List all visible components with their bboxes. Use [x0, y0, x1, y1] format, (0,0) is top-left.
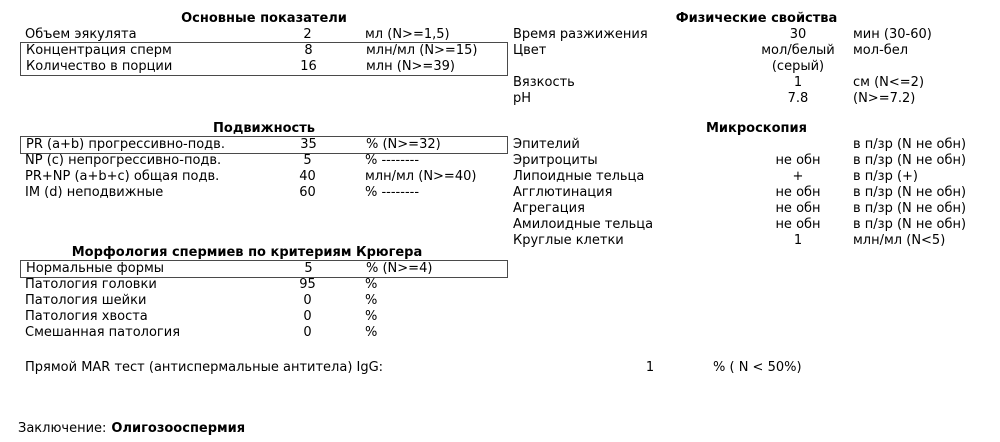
- row-unit: в п/зр (N не обн): [853, 153, 967, 168]
- table-row: [513, 59, 1000, 75]
- row-value: не обн: [775, 217, 821, 232]
- row-label: PR (a+b) прогрессивно-подв.: [26, 137, 225, 152]
- table-row: [20, 185, 508, 201]
- row-unit: в п/зр (+): [853, 169, 919, 184]
- table-row: [513, 75, 1000, 91]
- row-label: Патология шейки: [25, 293, 147, 308]
- row-label: Патология головки: [25, 277, 157, 292]
- row-unit: мл (N>=1,5): [365, 27, 450, 42]
- row-unit: %: [365, 293, 378, 308]
- row-label: Концентрация сперм: [26, 43, 172, 58]
- mar-test-value: 1: [645, 360, 655, 375]
- row-label: Цвет: [513, 43, 547, 58]
- row-unit: % (N>=32): [366, 137, 441, 152]
- table-row: [513, 201, 1000, 217]
- table-row: [21, 43, 507, 59]
- row-label: Нормальные формы: [26, 261, 165, 276]
- highlight-box: [20, 136, 508, 154]
- row-label: Количество в порции: [26, 59, 173, 74]
- table-row: [20, 277, 508, 293]
- section-morphology: [20, 245, 508, 341]
- table-row: [513, 137, 1000, 153]
- section-microscopy: [513, 121, 1000, 249]
- table-row: [513, 43, 1000, 59]
- row-label: Круглые клетки: [513, 233, 624, 248]
- row-unit: % (N>=4): [366, 261, 433, 276]
- highlight-box: [20, 260, 508, 278]
- section-main-indicators: [20, 11, 508, 75]
- row-label: [513, 59, 743, 75]
- row-label: Патология хвоста: [25, 309, 148, 324]
- row-label: IM (d) неподвижные: [25, 185, 164, 200]
- row-unit: в п/зр (N не обн): [853, 137, 967, 152]
- row-label: Липоидные тельца: [513, 169, 645, 184]
- row-value: не обн: [775, 185, 821, 200]
- mar-test-unit: % ( N < 50%): [713, 360, 802, 375]
- section-title: Основные показатели: [181, 11, 347, 26]
- table-row: [513, 91, 1000, 107]
- row-unit: %: [365, 277, 378, 292]
- row-unit: млн/мл (N>=15): [366, 43, 478, 58]
- row-label: Агрегация: [513, 201, 585, 216]
- row-label: Смешанная патология: [25, 325, 181, 340]
- row-label: pH: [513, 91, 532, 106]
- row-value: 5: [304, 261, 313, 276]
- row-value: 8: [304, 43, 313, 58]
- conclusion-label: Заключение:: [18, 421, 107, 436]
- row-value: не обн: [775, 201, 821, 216]
- row-value: 0: [303, 309, 312, 324]
- section-physical-properties: [513, 11, 1000, 107]
- row-unit: мол-бел: [853, 43, 909, 58]
- row-unit: (N>=7.2): [853, 91, 916, 106]
- row-unit: %: [365, 325, 378, 340]
- row-value: 60: [299, 185, 316, 200]
- table-row: [20, 293, 508, 309]
- row-unit: в п/зр (N не обн): [853, 201, 967, 216]
- table-row: [513, 217, 1000, 233]
- row-unit: млн/мл (N>=40): [365, 169, 477, 184]
- table-row: [21, 261, 507, 277]
- section-motility: [20, 121, 508, 201]
- row-value: 1: [793, 233, 803, 248]
- row-value: мол/белый: [761, 43, 835, 58]
- row-label: Время разжижения: [513, 27, 648, 42]
- section-title: Подвижность: [213, 121, 315, 136]
- table-row: [21, 59, 507, 75]
- row-label: Эритроциты: [513, 153, 598, 168]
- row-unit: % --------: [365, 153, 420, 168]
- row-unit: [853, 59, 1000, 75]
- row-label: PR+NP (a+b+c) общая подв.: [25, 169, 220, 184]
- row-value: [743, 137, 853, 153]
- row-value: 30: [789, 27, 807, 42]
- row-value: 40: [299, 169, 316, 184]
- row-value: 1: [793, 75, 803, 90]
- row-label: Вязкость: [513, 75, 575, 90]
- highlight-box: [20, 42, 508, 76]
- row-value: 7.8: [787, 91, 809, 106]
- table-row: [20, 169, 508, 185]
- row-value: 16: [300, 59, 317, 74]
- row-value: 95: [299, 277, 316, 292]
- mar-test-row: [0, 360, 1000, 376]
- table-row: [20, 27, 508, 43]
- row-value: не обн: [775, 153, 821, 168]
- row-unit: млн (N>=39): [366, 59, 455, 74]
- row-unit: см (N<=2): [853, 75, 925, 90]
- table-row: [21, 137, 507, 153]
- row-unit: %: [365, 309, 378, 324]
- row-value: +: [792, 169, 804, 184]
- table-row: [20, 309, 508, 325]
- table-row: [513, 185, 1000, 201]
- table-row: [513, 27, 1000, 43]
- row-label: NP (c) непрогрессивно-подв.: [25, 153, 222, 168]
- table-row: [513, 169, 1000, 185]
- row-value: (серый): [771, 59, 825, 74]
- section-title: Физические свойства: [675, 11, 838, 26]
- row-value: 35: [300, 137, 317, 152]
- row-unit: в п/зр (N не обн): [853, 217, 967, 232]
- row-value: 5: [303, 153, 312, 168]
- row-label: Агглютинация: [513, 185, 613, 200]
- conclusion-value: Олигозооспермия: [111, 421, 246, 436]
- section-title: Микроскопия: [705, 121, 807, 136]
- table-row: [513, 233, 1000, 249]
- row-value: 0: [303, 325, 312, 340]
- section-title: Морфология спермиев по критериям Крюгера: [71, 245, 423, 260]
- row-unit: % --------: [365, 185, 420, 200]
- row-unit: млн/мл (N<5): [853, 233, 946, 248]
- row-label: Объем эякулята: [25, 27, 137, 42]
- row-value: 0: [303, 293, 312, 308]
- row-unit: в п/зр (N не обн): [853, 185, 967, 200]
- conclusion-row: [18, 421, 245, 437]
- row-unit: мин (30-60): [853, 27, 932, 42]
- mar-test-label: Прямой MAR тест (антиспермальные антитела) IgG:: [25, 360, 384, 375]
- table-row: [20, 325, 508, 341]
- table-row: [20, 153, 508, 169]
- table-row: [513, 153, 1000, 169]
- row-label: Амилоидные тельца: [513, 217, 654, 232]
- row-label: Эпителий: [513, 137, 580, 152]
- row-value: 2: [303, 27, 312, 42]
